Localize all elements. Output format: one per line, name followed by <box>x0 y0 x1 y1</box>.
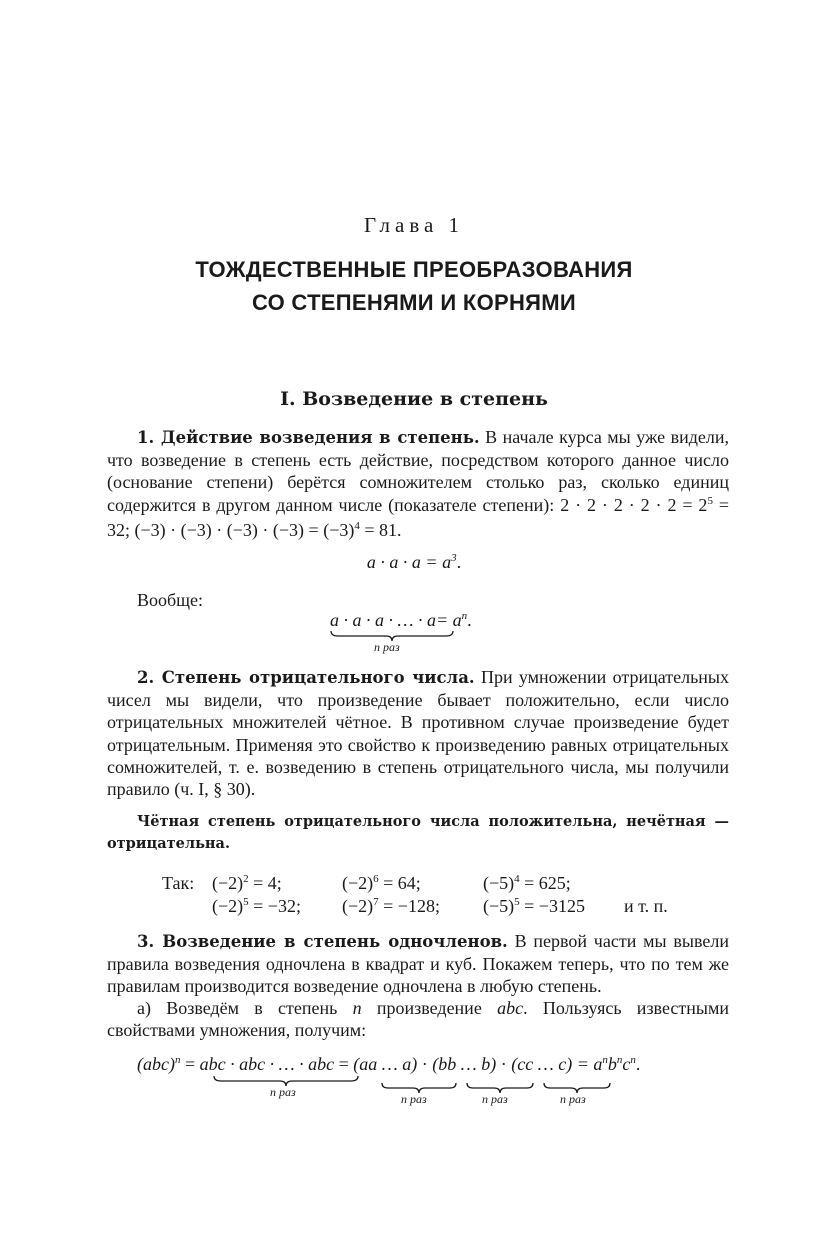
example-cell: $(-2)^7 = -128$; <box>342 896 440 916</box>
paragraph-1-text: В начале курса мы уже видели, что возведение в степень есть действие, посредством которого данное число (основание степени) берётся сомножителем столько раз, сколько единиц содержится в другом данном числе (показателе степени): 2 · 2 · 2 · 2 · 2 = 2 <box>107 427 729 515</box>
formula-braced-2: (aa … a) <box>353 1054 418 1074</box>
formula-general-rhs: = a <box>436 610 462 630</box>
formula-braced-3: (bb … b) <box>432 1054 497 1074</box>
chapter-title-line-1: ТОЖДЕСТВЕННЫЕ ПРЕОБРАЗОВАНИЯ <box>195 257 633 282</box>
exponent: n <box>461 610 468 622</box>
paragraph-1-text-3: = 81. <box>359 519 402 540</box>
exponent: n <box>174 1054 181 1066</box>
rule-statement: Чётная степень отрицательного числа положительна, нечётная — отрицательна. <box>107 813 729 852</box>
example-cell: $(-2)^2 = 4$; <box>212 873 282 893</box>
formula-general-braced: a · a · a · … · a <box>330 610 437 630</box>
exponent: 5 <box>707 494 713 507</box>
paragraph-2-heading: 2. Степень отрицательного числа. <box>137 668 475 687</box>
brace-label-text: n раз <box>374 640 400 654</box>
formula-cube <box>0 552 828 573</box>
paragraph-1-heading: 1. Действие возведения в степень. <box>137 428 480 447</box>
paragraph-3-text: В первой части мы вывели правила возведения одночлена в квадрат и куб. Покажем теперь, что по тем же правилам производится возведение одночлена в любую степень. <box>107 931 729 997</box>
paragraph-4 <box>107 997 729 1041</box>
formula-rhs: = a <box>572 1054 603 1074</box>
paragraph-1 <box>107 426 729 544</box>
paragraph-2-text: При умножении отрицательных чисел мы видели, что произведение бывает положительно, если число отрицательных множителей чётное. В противном случае произведение будет отрицательным. Применяя это свойство к произведению равных отрицательных сомножителей, т. е. возведению в степень отрицательного числа, мы получили правило (ч. I, § 30). <box>107 667 730 800</box>
formula-general-tail: . <box>467 610 472 630</box>
formula-cube-tail: . <box>456 552 462 572</box>
example-cell: $(-2)^5 = -32$; <box>212 896 301 916</box>
example-cell: $(-5)^5 = -3125$ <box>483 896 585 916</box>
section-title: I. Возведение в степень <box>280 388 548 410</box>
brace-label-2: n раз <box>401 1092 427 1106</box>
example-cell: $(-5)^4 = 625$; <box>483 873 571 893</box>
formula-cube-lhs: a · a · a = a <box>366 552 452 572</box>
paragraph-1-text-2: = 32; (−3) · (−3) · (−3) · (−3) = (−3) <box>107 494 729 540</box>
paragraph-4-n: n <box>352 998 362 1018</box>
brace-label-1: n раз <box>270 1085 296 1099</box>
brace-label-3: n раз <box>482 1092 508 1106</box>
paragraph-3 <box>107 930 729 998</box>
formula-braced-1: abc · abc · … · abc <box>199 1054 335 1074</box>
paragraph-2 <box>107 666 729 800</box>
formula-general <box>330 610 472 631</box>
formula-lhs: (abc) <box>137 1054 175 1074</box>
paragraph-4-middle: произведение <box>361 998 498 1018</box>
examples-etc: и т. п. <box>624 896 668 916</box>
paragraph-4-prefix: а) Возведём в степень <box>137 998 353 1018</box>
brace-label-general <box>374 640 400 655</box>
paragraph-4-suffix: . Пользуясь известными свойствами умножения, получим: <box>107 998 729 1041</box>
brace-label-4: n раз <box>560 1092 586 1106</box>
examples-label: Так: <box>162 873 195 893</box>
generally-label: Вообще: <box>137 590 204 610</box>
chapter-label: Глава 1 <box>363 213 465 237</box>
exponent: 3 <box>451 552 457 564</box>
formula-braced-4: (cc … c) <box>511 1054 573 1074</box>
example-cell: $(-2)^6 = 64$; <box>342 873 421 893</box>
formula-monomial: (abc)$^n$ = abc · abc · … · abc = (aa … a) · (bb … b) · (cc … $c) = a^nb^nc^n$. <box>137 1054 641 1074</box>
exponent: 4 <box>354 519 360 532</box>
chapter-title-line-2: СО СТЕПЕНЯМИ И КОРНЯМИ <box>251 290 577 315</box>
chapter-title <box>0 253 828 319</box>
paragraph-3-heading: 3. Возведение в степень одночленов. <box>137 932 508 951</box>
paragraph-4-abc: abc <box>497 998 524 1018</box>
